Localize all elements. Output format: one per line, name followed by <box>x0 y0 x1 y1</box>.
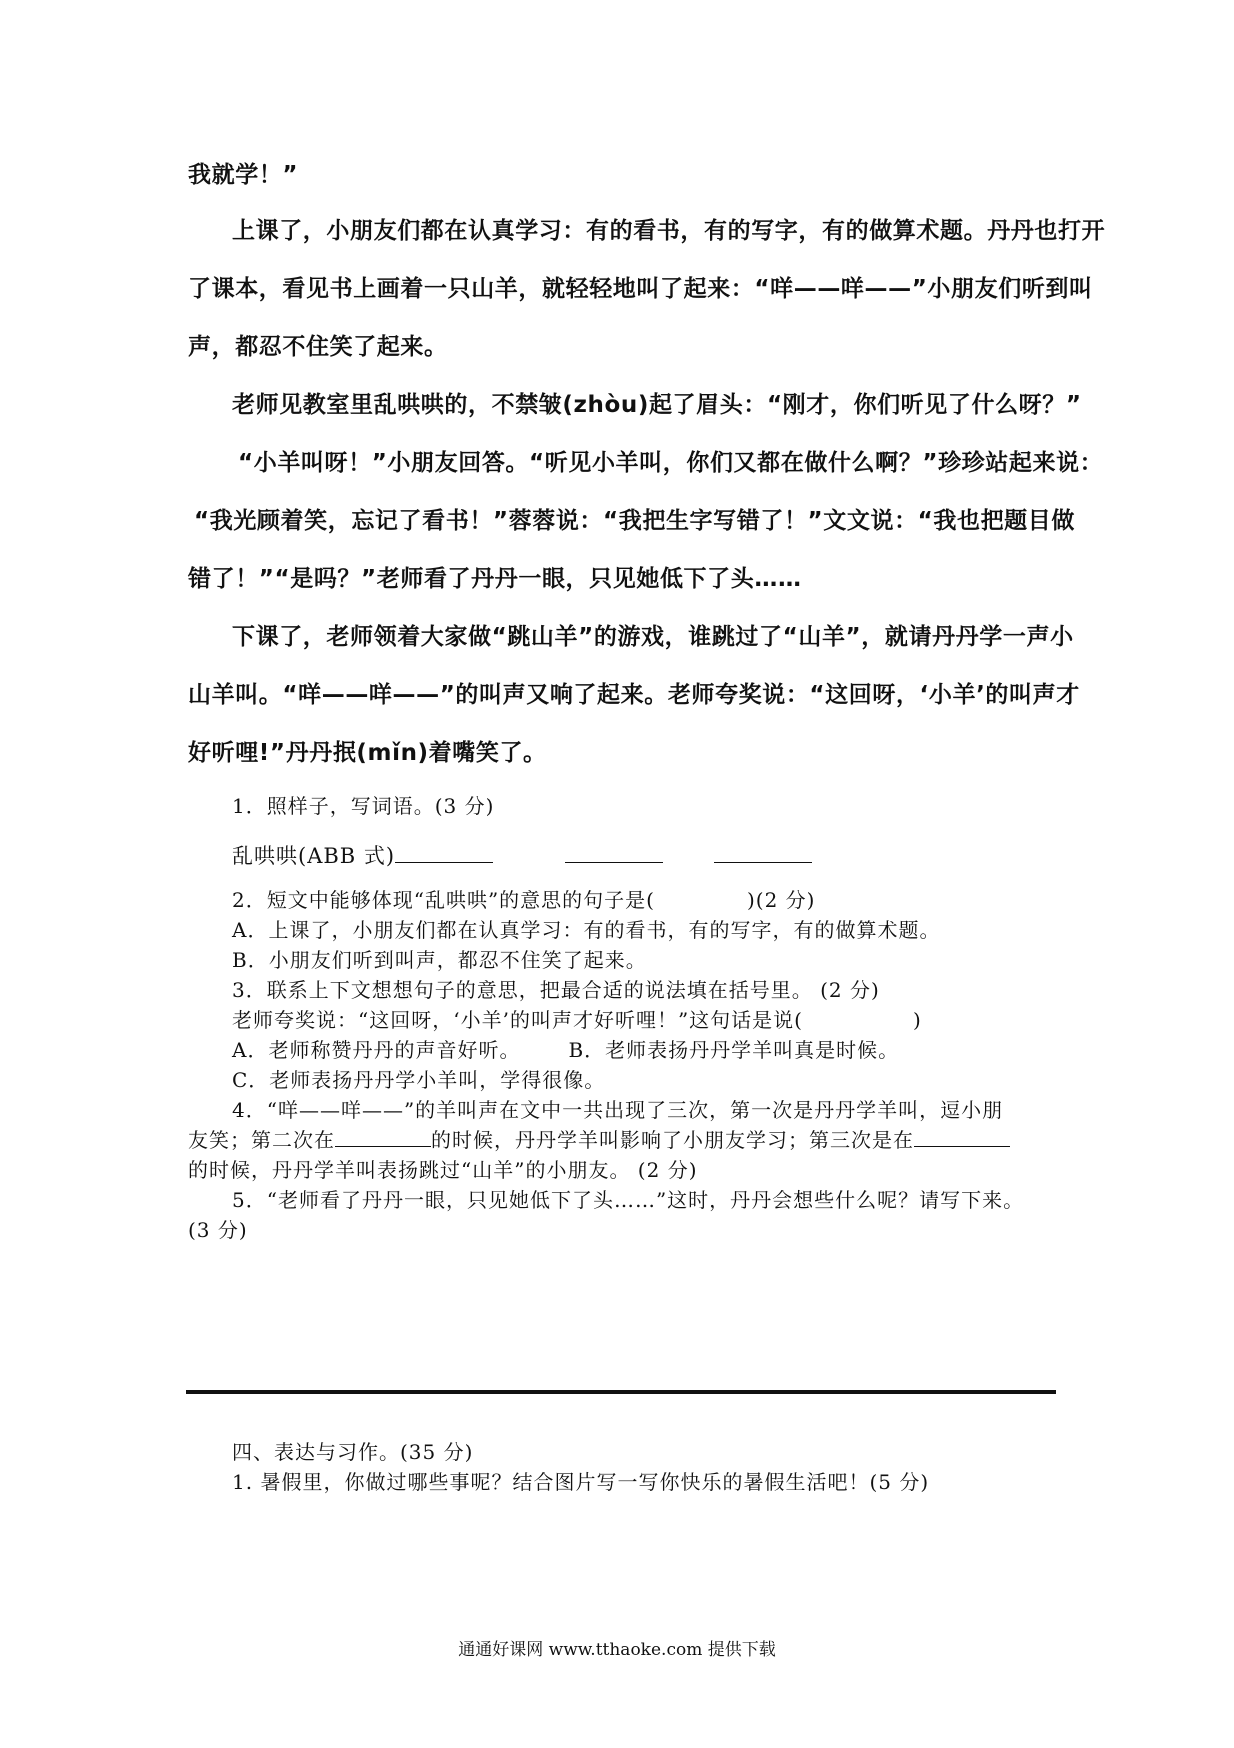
question-4-line <box>188 1124 1010 1153</box>
question-5-score: (3 分) <box>188 1218 248 1242</box>
answer-blank[interactable] <box>914 1128 1010 1147</box>
question-1-example <box>232 840 812 870</box>
question-1: 1．照样子，写词语。(3 分) <box>232 794 495 818</box>
answer-blank[interactable] <box>565 844 663 863</box>
answer-blank[interactable] <box>335 1128 431 1147</box>
passage-line: 错了！”“是吗？”老师看了丹丹一眼，只见她低下了头…… <box>188 566 802 592</box>
passage-line: 老师见教室里乱哄哄的，不禁皱(zhòu)起了眉头：“刚才，你们听见了什么呀？” <box>232 392 1082 418</box>
question-2 <box>232 884 815 913</box>
option-b: B．老师表扬丹丹学羊叫真是时候。 <box>568 1038 900 1062</box>
option-c: C．老师表扬丹丹学小羊叫，学得很像。 <box>232 1068 606 1092</box>
question-3-quote: 老师夸奖说：“这回呀，‘小羊’的叫声才好听哩！”这句话是说( <box>232 1008 803 1032</box>
question-4-line: 的时候，丹丹学羊叫表扬跳过“山羊”的小朋友。 (2 分) <box>188 1158 698 1182</box>
question-5-line: 5．“老师看了丹丹一眼，只见她低下了头……”这时，丹丹会想些什么呢？请写下来。 <box>232 1188 1025 1212</box>
question-2-score: )(2 分) <box>746 888 816 912</box>
passage-line: 好听哩!”丹丹抿(mǐn)着嘴笑了。 <box>188 740 547 766</box>
answer-blank[interactable] <box>714 844 812 863</box>
option-b: B．小朋友们听到叫声，都忍不住笑了起来。 <box>232 948 647 972</box>
question-4-text: 友笑；第二次在 <box>188 1128 335 1152</box>
passage-line: 我就学！” <box>188 162 299 188</box>
section-4-heading: 四、表达与习作。(35 分) <box>232 1440 474 1464</box>
section-4-item-1: 1. 暑假里，你做过哪些事呢？结合图片写一写你快乐的暑假生活吧！(5 分) <box>232 1470 930 1494</box>
section-divider <box>186 1390 1056 1394</box>
passage-line: 声，都忍不住笑了起来。 <box>188 334 448 360</box>
passage-line: 下课了，老师领着大家做“跳山羊”的游戏，谁跳过了“山羊”，就请丹丹学一声小 <box>232 624 1074 650</box>
answer-blank[interactable] <box>395 844 493 863</box>
question-2-stem: 2．短文中能够体现“乱哄哄”的意思的句子是( <box>232 888 655 912</box>
example-word: 乱哄哄(ABB 式) <box>232 844 396 868</box>
question-3: 3．联系上下文想想句子的意思，把最合适的说法填在括号里。 (2 分) <box>232 978 880 1002</box>
closing-bracket: ) <box>912 1008 922 1032</box>
passage-line: 上课了，小朋友们都在认真学习：有的看书，有的写字，有的做算术题。丹丹也打开 <box>232 218 1106 244</box>
page-footer: 通通好课网 www.tthaoke.com 提供下载 <box>458 1640 776 1660</box>
question-3-options-row <box>232 1034 899 1063</box>
option-a: A．老师称赞丹丹的声音好听。 <box>232 1038 521 1062</box>
passage-line: 了课本，看见书上画着一只山羊，就轻轻地叫了起来：“咩——咩——”小朋友们听到叫 <box>188 276 1093 302</box>
question-3-stem <box>232 1004 922 1033</box>
question-4-text: 的时候，丹丹学羊叫影响了小朋友学习；第三次是在 <box>431 1128 914 1152</box>
passage-line: 山羊叫。“咩——咩——”的叫声又响了起来。老师夸奖说：“这回呀，‘小羊’的叫声才 <box>188 682 1080 708</box>
option-a: A．上课了，小朋友们都在认真学习：有的看书，有的写字，有的做算术题。 <box>232 918 941 942</box>
question-4-line: 4．“咩——咩——”的羊叫声在文中一共出现了三次，第一次是丹丹学羊叫，逗小朋 <box>232 1098 1004 1122</box>
passage-line: “我光顾着笑，忘记了看书！”蓉蓉说：“我把生字写错了！”文文说：“我也把题目做 <box>194 508 1075 534</box>
passage-line: “小羊叫呀！”小朋友回答。“听见小羊叫，你们又都在做什么啊？”珍珍站起来说： <box>238 450 1104 476</box>
